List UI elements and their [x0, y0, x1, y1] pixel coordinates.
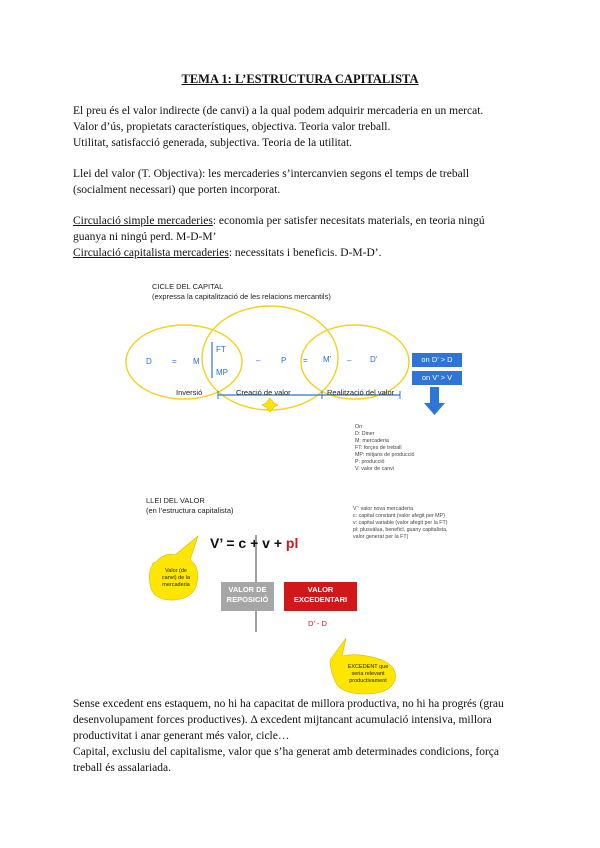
stage-creacio: Creació de valor [236, 388, 291, 397]
cycle-D: D [146, 357, 152, 366]
legend-line: On: [355, 424, 364, 430]
intro-line-1: El preu és el valor indirecte (de canvi) a la qual podem adquirir mercaderia en un mercat. [73, 105, 484, 117]
circulacio-simple-line-2: guanya ni ningú perd. M-D-M’ [73, 231, 217, 243]
box-gray-text: VALOR DE REPOSICIÓ [226, 585, 269, 604]
box-d-greater: on D’ > D [412, 353, 462, 367]
circulacio-capitalista-text: : necessitats i beneficis. D-M-D’. [228, 247, 382, 259]
closing-line-4: Capital, exclusiu del capitalisme, valor que s’ha generat amb determinades condicions, força [73, 746, 499, 758]
bubble1-text: Valor (de canvi) de la mercaderia [161, 568, 191, 588]
closing-line-3: productivitat i anar generant més valor, cicle… [73, 730, 290, 742]
cycle-MP: MP [216, 368, 228, 377]
closing-line-2: desenvolupament forces productives). Δ excedent mijtancant acumulació intensiva, millora [73, 714, 492, 726]
circulacio-simple-text: : economia per satisfer necesitats materials, en teoria ningú [212, 215, 485, 227]
dd-label: D’ - D [308, 619, 327, 628]
formula-main: V’ = c + v + [210, 535, 283, 551]
intro-line-2: Valor d’ús, propietats característiques, objectiva. Teoria valor treball. [73, 121, 391, 133]
stage-inversio: Inversió [176, 388, 203, 397]
legend-line: MP: mitjans de producció [355, 452, 415, 458]
legend-line: pl: plusvàlua, benefici, guany capitalista, [353, 527, 448, 533]
box-red-text: VALOR EXCEDENTARI [293, 585, 348, 604]
cycle-FT: FT [216, 345, 226, 354]
circulacio-capitalista-label: Circulació capitalista mercaderies [73, 247, 229, 259]
legend-line: D: Diner [355, 431, 375, 437]
cycle-subtitle: (expressa la capitalització de les relacions mercantils) [152, 292, 331, 301]
cycle-dash1: – [256, 356, 261, 365]
llei-valor-line-1: Llei del valor (T. Objectiva): les mercaderies s’intercanvien segons el temps de treball [73, 168, 470, 180]
circulacio-simple-label: Circulació simple mercaderies [73, 215, 213, 227]
legend-line: V: valor de canvi [355, 466, 394, 472]
valor-title: LLEI DEL VALOR [146, 496, 205, 505]
llei-valor-line-2: (socialment necessari) que porten incorporat. [73, 184, 281, 196]
closing-line-1: Sense excedent ens estaquem, no hi ha capacitat de millora productiva, no hi ha progrés (grau [73, 698, 504, 710]
cycle-Mp: M’ [323, 355, 332, 364]
legend-line: V’: valor nova mercaderia [353, 506, 414, 512]
cycle-title: CICLE DEL CAPITAL [152, 282, 224, 291]
cycle-M: M [193, 357, 200, 366]
page-title: TEMA 1: L’ESTRUCTURA CAPITALISTA [181, 72, 419, 86]
bubble2-text: EXCEDENT que seria relevant productivament [347, 664, 389, 684]
valor-subtitle: (en l’estructura capitalista) [146, 506, 234, 515]
cycle-dash2: – [347, 356, 352, 365]
legend-line: valor generat per la FT) [353, 534, 409, 540]
stage-realitzacio: Realització del valor [327, 388, 395, 397]
cycle-Dp: D’ [370, 355, 378, 364]
cycle-P: P [281, 356, 287, 365]
cycle-eq1: = [172, 357, 177, 366]
legend-line: M: mercaderia [355, 438, 389, 444]
intro-line-3: Utilitat, satisfacció generada, subjectiva. Teoria de la utilitat. [73, 137, 353, 149]
cycle-eq2: = [303, 356, 308, 365]
legend-line: FT: forçes de treball [355, 445, 402, 451]
legend-line: v: capital variable (valor afegit per la FT) [353, 520, 448, 526]
formula-pl: pl [285, 535, 299, 551]
legend-line: c: capital constant (valor afegit per MP) [353, 513, 445, 519]
box-v-greater: on V’ > V [412, 371, 462, 385]
legend-line: P: producció [355, 459, 385, 465]
closing-line-5: treball és assalariada. [73, 762, 172, 774]
